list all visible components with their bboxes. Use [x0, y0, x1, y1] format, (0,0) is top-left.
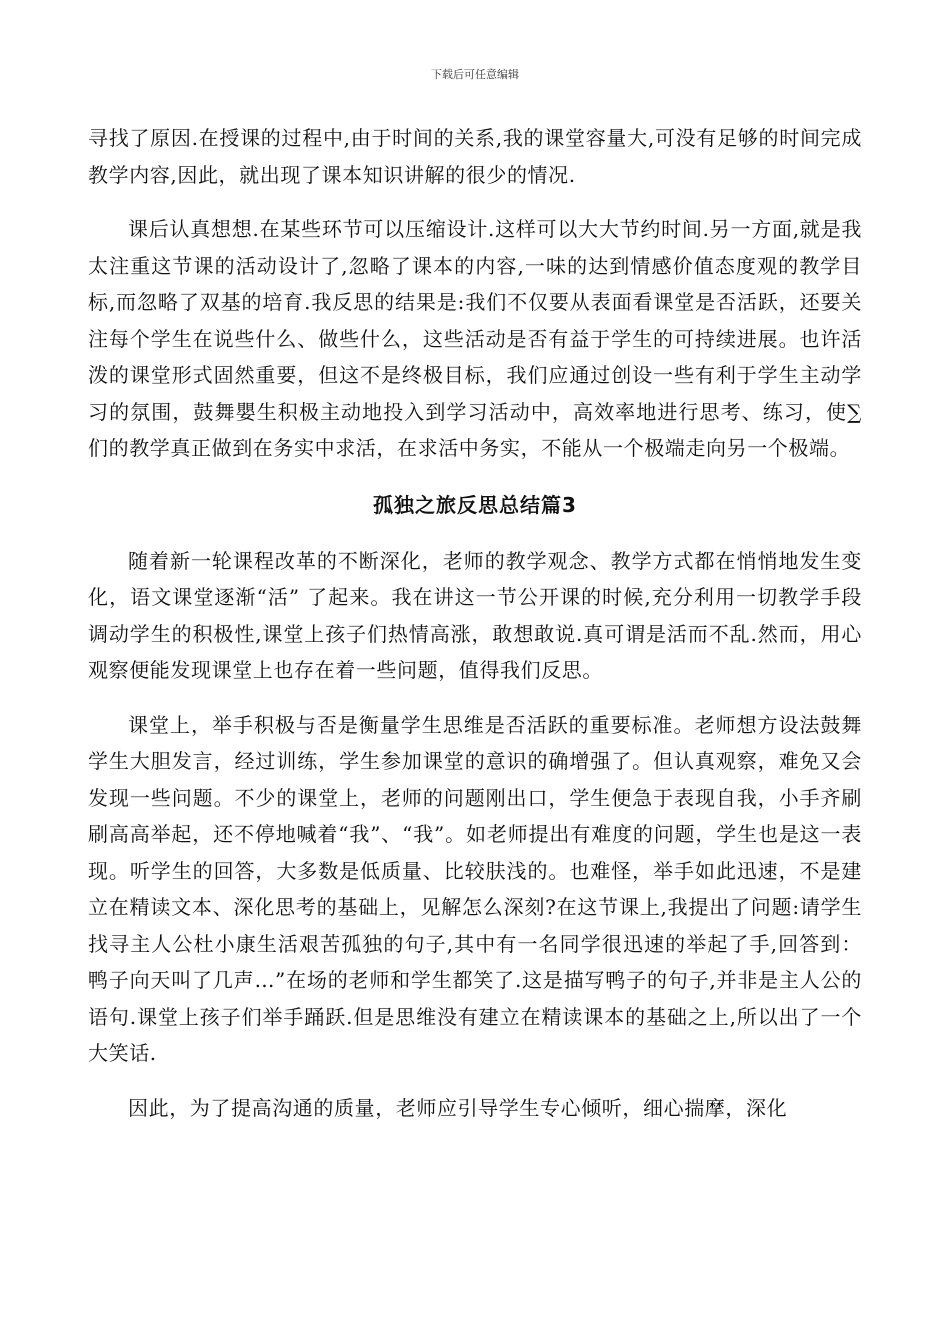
paragraph-2: 课后认真想想.在某些环节可以压缩设计.这样可以大大节约时间.另一方面,就是我太注重这节课的活动设计了,忽略了课本的内容,一味的达到情感价值态度观的教学目标,而忽略了双基的培育.我反思的结果是:我们不仅要从表面看课堂是否活跃，还要关注每个学生在说些什么、做些什么，这些活动是否有益于学生的可持续进展。也许活泼的课堂形式固然重要，但这不是终极目标，我们应通过创设一些有利于学生主动学习的氛围，鼓舞嬰生积极主动地投入到学习活动中，高效率地进行思考、练习，使∑们的教学真正做到在务实中求活，在求活中务实，不能从一个极端走向另一个极端。: [88, 217, 862, 460]
paragraph-3: 随着新一轮课程改革的不断深化，老师的教学观念、教学方式都在悄悄地发生变化，语文课堂逐渐“活” 了起来。我在讲这一节公开课的时候,充分利用一切教学手段调动学生的积极性,课堂上孩子们热情高涨，敢想敢说.真可谓是活而不乱.然而，用心观察便能发现课堂上也存在着一些问题，值得我们反思。: [88, 548, 862, 682]
running-header: 下载后可任意编辑: [431, 68, 519, 81]
document-body: [88, 120, 862, 1126]
paragraph-4: 课堂上，举手积极与否是衡量学生思维是否活跃的重要标准。老师想方设法鼓舞学生大胆发言，经过训练，学生参加课堂的意识的确增强了。但认真观察，难免又会发现一些问题。不少的课堂上，老师的问题刚出口，学生便急于表现自我，小手齐刷刷高高举起，还不停地喊着“我”、“我”。如老师提出有难度的问题，学生也是这一表现。听学生的回答，大多数是低质量、比较肤浅的。也难怪，举手如此迅速，不是建立在精读文本、深化思考的基础上，见解怎么深刻?在这节课上,我提出了问题:请学生找寻主人公杜小康生活艰苦孤独的句子,其中有一名同学很迅速的举起了手,回答到：鸭子向天叫了几声…”在场的老师和学生都笑了.这是描写鸭子的句子,并非是主人公的语句.课堂上孩子们举手踊跃.但是思维没有建立在精读课本的基础之上,所以出了一个大笑话.: [88, 712, 862, 1065]
paragraph-1: 寻找了原因.在授课的过程中,由于时间的关系,我的课堂容量大,可没有足够的时间完成教学内容,因此，就出现了课本知识讲解的很少的情况.: [88, 126, 862, 187]
paragraph-5: 因此，为了提高沟通的质量，老师应引导学生专心倾听，细心揣摩，深化: [128, 1095, 788, 1120]
section-title: 孤独之旅反思总结篇3: [373, 492, 577, 517]
